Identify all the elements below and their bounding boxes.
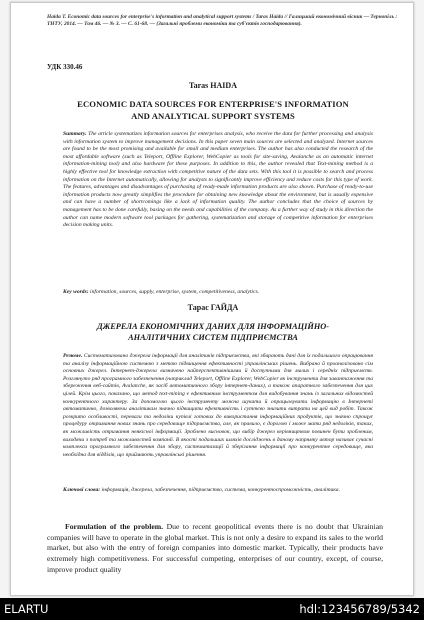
- resume-abstract: [63, 353, 373, 459]
- summary-label: Summary.: [63, 131, 87, 137]
- paper-title-en: ECONOMIC DATA SOURCES FOR ENTERPRISE'S INFORMATION AND ANALYTICAL SUPPORT SYSTEMS: [77, 99, 349, 121]
- paper-page: [10, 2, 414, 596]
- body-heading: Formulation of the problem.: [65, 522, 164, 531]
- keywords-ua-label: Ключові слова:: [63, 487, 101, 493]
- keywords-text: information, sources, supply, enterprise, system, competitiveness, analytics.: [90, 289, 260, 295]
- status-bar: [0, 598, 424, 620]
- udk-code: УДК 330.46: [47, 63, 83, 71]
- header-citation: Haida T. Economic data sources for enterprise's information and analytical support systems / Taras Haida // Галицький економічний вісник — Тернопіль : ТНТУ, 2014. — Том 46. — № 3. — С. 61-68. — (Загальні проблеми економіки та суб'єктів господарювання).: [47, 14, 398, 27]
- body-paragraph: [47, 522, 383, 576]
- author-name-en: Taras HAIDA: [189, 81, 237, 90]
- repository-name: ELARTU: [4, 602, 49, 616]
- author-name-ua: Тарас ГАЙДА: [187, 303, 239, 312]
- summary-text: The article systematizes information sources for enterprises analysis, who receive the data for further processing and analysis with information system to improve management decisions. In this paper seven main sources are selected and analyzed. Internet sources are found to be the most promising and available for small and medium enterprises. The author has also conducted the research of the most affordable software (such as Teleport, Offline Explorer, WebCopier as tools for site-saving, Avalanche as an automatic internet information-mining tool) and also hardware for these purposes. In addition to this, the author revealed that Text-mining method is a highly effective tool for knowledge extraction with competitive nature of the data sets. With this tool it is possible to search and process information on the Internet automatically, allowing for analysts to significantly improve efficiency and reduce costs for this type of work. The features, advantages and disadvantages of purchasing of ready-made information products are also shown. Purchase of ready-to-use information products now greatly simplifies the procedure for obtaining new knowledge about the environment, but is usually expensive and can have a number of shortcomings like a lack of information quality. The author concludes that the choice of sources by management has to be done carefully, basing on the needs and capabilities of the company. As a further way of study in this direction the author can name modern software tool packages for gathering, systematization and storage of competitive information for enterprises decision making units.: [63, 131, 373, 229]
- keywords-en: [63, 289, 373, 297]
- keywords-label: Key words:: [63, 289, 89, 295]
- resume-label: Резюме.: [63, 353, 83, 359]
- resume-text: Систематизовано джерела інформації для аналітиків підприємства, які збирають дані для їх подальшого опрацювання та аналізу інформаційною системою з метою підвищення ефективності управлінських рішень. Вибрано й проаналізовано сім основних джерел. Інтернет-джерела визначено найперспективнішими й доступними для малих і середніх підприємств. Розглянуто ряд програмного забезпечення (наприклад Teleport, Offline Explorer, WebCopier як інструменти для завантаження та збереження веб-сайтів, Avalanche, як засіб автоматичного збору інтернет-даних), а також апаратного забезпечення для цих цілей. Крім цього, показано, що метод text-mining є ефективним інструментом для видобування знань із загальних відомостей конкурентного характеру. За допомогою цього інструменту можна шукати й опрацьовувати інформацію в Інтернеті автоматично, дозволяючи аналітикам значно підвищити ефективність і суттєво знизити витрати на цей вид робіт. Також розкрито особливості, переваги та недоліки купівлі готових до використання інформаційних продуктів, що значно спрощує процедуру отримання нових знань про середовище підприємства, але, як правило, є дорогою і може мати ряд недоліків, таких, як можливість отримання неякісної інформації. Зроблено висновок, що вибір джерел керівництвом повинен бути зробленим, виходячи з потреб та можливостей компанії. В якості подальших шляхів досліджень в даному напрямку автор називає сучасні комплекси програмного забезпечення для збору, систематизації й зберігання інформації про конкурентне середовище, яка необхідна для відділів, що приймають управлінські рішення.: [63, 353, 373, 458]
- body-text: Due to recent geopolitical events there is no doubt that Ukrainian companies will have to operate in the global market. This is not only a desire to expand its sales to the world market, but also with the entry of foreign companies into domestic market. Typically, their products have extremely high competitiveness. For successful competing, enterprises of our country, except, of course, improve product quality: [47, 522, 384, 574]
- keywords-ua: [63, 487, 373, 495]
- paper-title-ua: ДЖЕРЕЛА ЕКОНОМІЧНИХ ДАНИХ ДЛЯ ІНФОРМАЦІЙНО-АНАЛІТИЧНИХ СИСТЕМ ПІДПРИЄМСТВА: [96, 322, 330, 342]
- summary-abstract: [63, 131, 373, 230]
- handle-identifier[interactable]: hdl:123456789/5342: [299, 602, 420, 616]
- keywords-ua-text: інформація, джерела, забезпечення, підприємство, система, конкурентоспроможність, аналітика.: [101, 487, 340, 493]
